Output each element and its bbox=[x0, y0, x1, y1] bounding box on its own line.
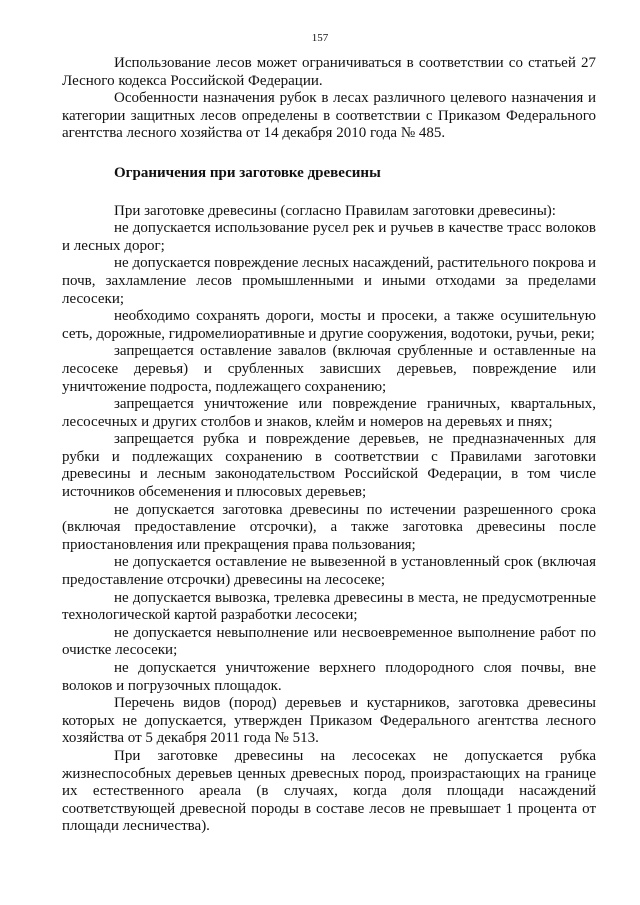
list-item-windfall: запрещается оставление завалов (включая срубленные и оставленные на лесосеке деревья) и срубленных зависших деревьев, повреждение или уничтожение подроста, подлежащего сохранению; bbox=[62, 343, 596, 395]
list-item-expired-permit: не допускается заготовка древесины по истечении разрешенного срока (включая предоставление отсрочки), а также заготовка древесины после приостановления или прекращения права пользования; bbox=[62, 501, 596, 553]
page-content bbox=[62, 55, 596, 836]
paragraph-forest-use-limits: Использование лесов может ограничиваться в соответствии со статьей 27 Лесного кодекса Российской Федерации. bbox=[62, 55, 596, 89]
section-heading: Ограничения при заготовке древесины bbox=[114, 164, 381, 181]
list-item-protected-trees: запрещается рубка и повреждение деревьев, не предназначенных для рубки и подлежащих сохранению в соответствии с Правилами заготовки древесины и лесным законодательством Российской Федерации, в том числе источников обсеменения и плюсовых деревьев; bbox=[62, 431, 596, 501]
list-item-site-cleanup: не допускается невыполнение или несвоевременное выполнение работ по очистке лесосеки; bbox=[62, 624, 596, 659]
list-item-plantation-damage: не допускается повреждение лесных насаждений, растительного покрова и почв, захламление лесов промышленными и иными отходами за пределами лесосеки; bbox=[62, 255, 596, 307]
list-item-unremoved-timber: не допускается оставление не вывезенной в установленный срок (включая предоставление отсрочки) древесины на лесосеке; bbox=[62, 554, 596, 589]
paragraph-range-boundary: При заготовке древесины на лесосеках не допускается рубка жизнеспособных деревьев ценных древесных пород, произрастающих на границе их естественного ареала (в случаях, когда доля площади насаждений соответствующей древесной породы в составе лесов не превышает 1 процента от площади лесничества). bbox=[62, 747, 596, 835]
list-item-preserve-roads: необходимо сохранять дороги, мосты и просеки, а также осушительную сеть, дорожные, гидромелиоративные и другие сооружения, водотоки, ручьи, реки; bbox=[62, 308, 596, 342]
list-item-topsoil: не допускается уничтожение верхнего плодородного слоя почвы, вне волоков и погрузочных площадок. bbox=[62, 660, 596, 694]
page-number: 157 bbox=[311, 32, 329, 44]
list-item-riverbeds: не допускается использование русел рек и ручьев в качестве трасс волоков и лесных дорог; bbox=[62, 220, 596, 254]
paragraph-protected-species: Перечень видов (пород) деревьев и кустарников, заготовка древесины которых не допускается, утвержден Приказом Федерального агентства лесного хозяйства от 5 декабря 2011 года № 513. bbox=[62, 695, 596, 747]
list-item-boundary-posts: запрещается уничтожение или повреждение граничных, квартальных, лесосечных и других столбов и знаков, клейм и номеров на деревьях и пнях; bbox=[62, 396, 596, 430]
paragraph-harvest-rules-intro: При заготовке древесины (согласно Правилам заготовки древесины): bbox=[114, 202, 556, 219]
paragraph-felling-specifics: Особенности назначения рубок в лесах различного целевого назначения и категории защитных лесов определены в соответствии с Приказом Федерального агентства лесного хозяйства от 14 декабря 2010 года № 485. bbox=[62, 90, 596, 142]
list-item-skidding: не допускается вывозка, трелевка древесины в места, не предусмотренные технологической картой разработки лесосеки; bbox=[62, 589, 596, 624]
